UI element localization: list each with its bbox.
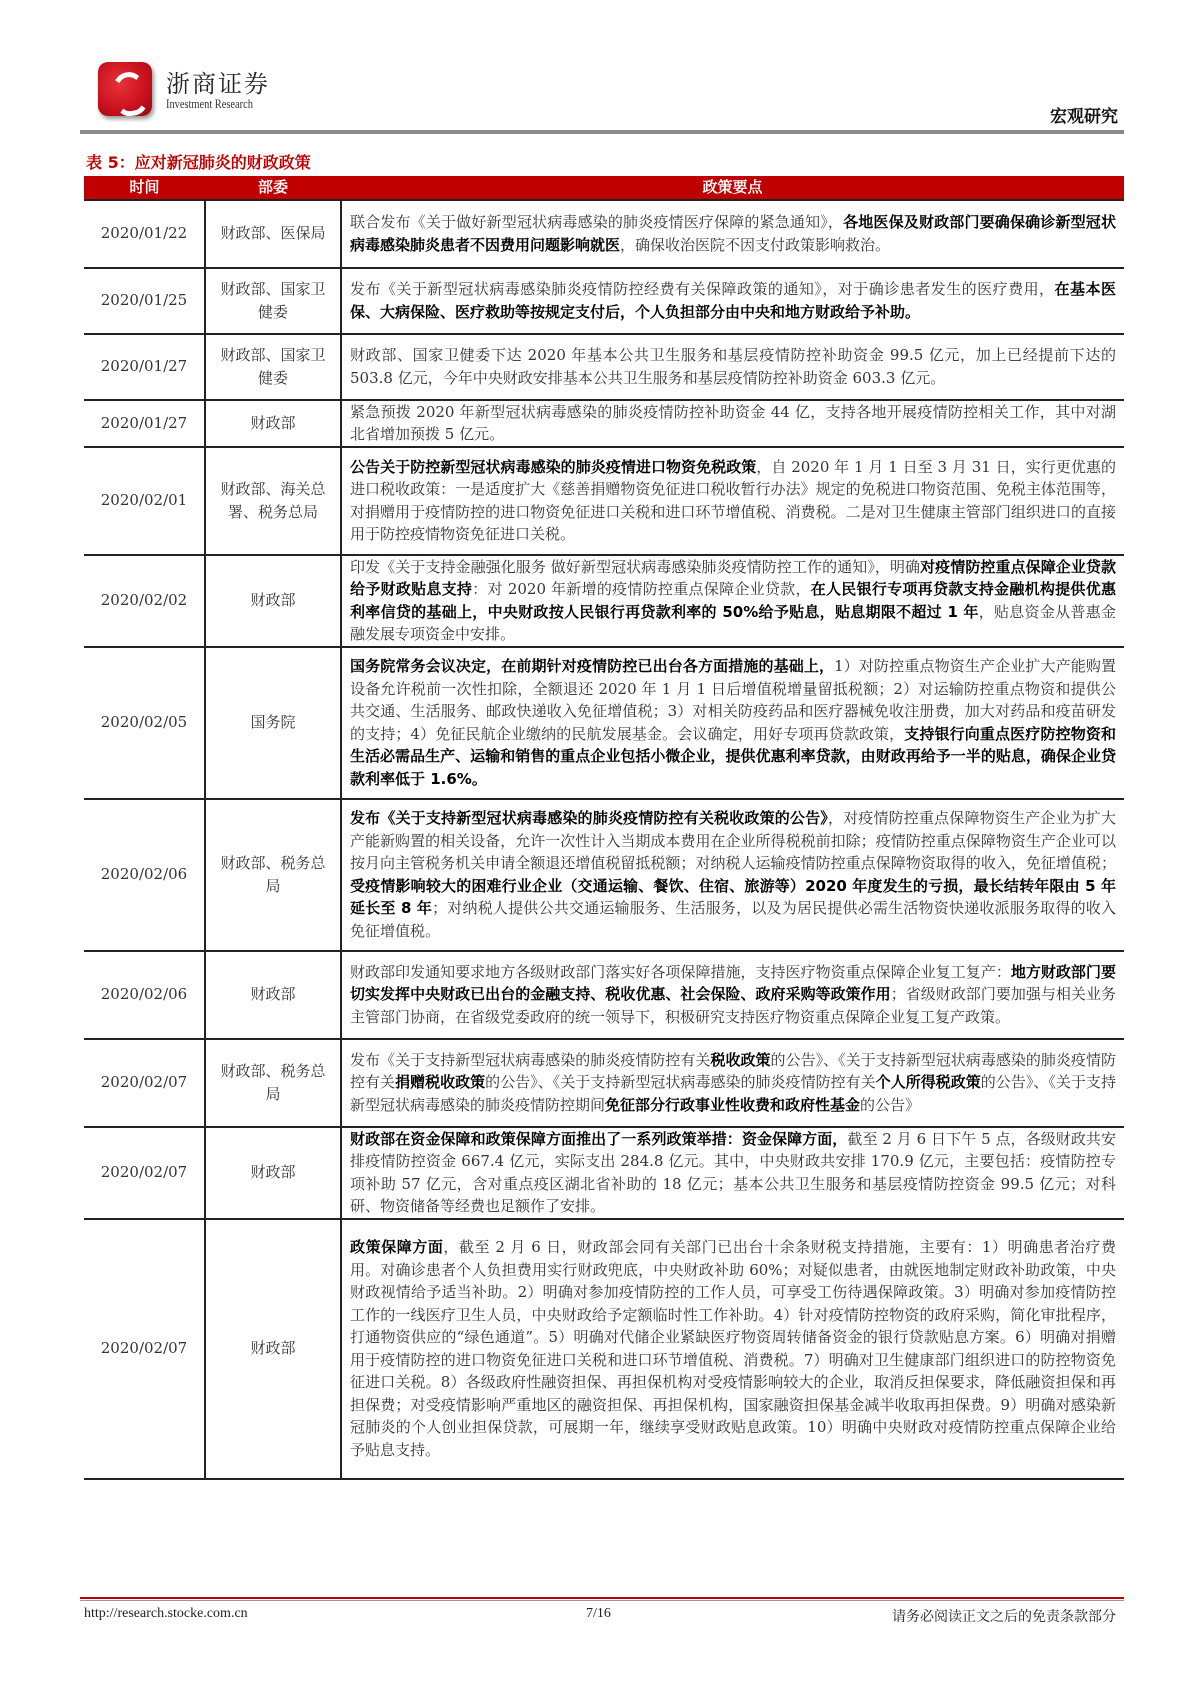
policy-text: 1）对防控重点物资生产企业扩大产能购置设备允许税前一次性扣除，全额退还 2020 年 1 月 1 日后增值税增量留抵税额；2）对运输防控重点物资和提供公共交通、生活服务、邮政快递收入免征增值税；3）对相关防疫药品和医疗器械免收注册费，加大对药品和疫苗研发的支持；4）免征民航企业缴纳的民航发展基金。会议确定，用好专项再贷款政策， (350, 657, 1116, 743)
policy-text-bold: 政策保障方面 (350, 1238, 444, 1256)
cell-policy (341, 400, 1124, 447)
policy-text: ；省级财政部门要加强与相关业务主管部门协商，在省级党委政府的统一领导下，积极研究支持医疗物资重点保障企业复工复产政策。 (350, 985, 1116, 1026)
cell-policy (341, 1127, 1124, 1219)
table-row (84, 1039, 1124, 1127)
cell-department: 国务院 (205, 647, 341, 799)
cell-department: 财政部 (205, 951, 341, 1039)
footer-disclaimer: 请务必阅读正文之后的免责条款部分 (892, 1609, 1116, 1625)
cell-department: 财政部 (205, 1127, 341, 1219)
column-header-date: 时间 (84, 176, 205, 200)
policy-text-bold: 地方财政部门要切实发挥中央财政已出台的金融支持、税收优惠、社会保险、政府采购等政策作用 (350, 962, 1116, 1004)
cell-policy (341, 200, 1124, 268)
policy-text: ，对疫情防控重点保障物资生产企业为扩大产能新购置的相关设备，允许一次性计入当期成本费用在企业所得税税前扣除；疫情防控重点保障物资生产企业可以按月向主管税务机关申请全额退还增值税留抵税额；对纳税人运输疫情防控重点保障物资取得的收入，免征增值税； (350, 809, 1116, 872)
cell-department: 财政部 (205, 400, 341, 447)
table-header-row (84, 176, 1124, 200)
cell-date: 2020/02/07 (84, 1219, 205, 1479)
policy-text: ，确保收治医院不因支付政策影响救治。 (620, 235, 891, 254)
cell-date: 2020/01/22 (84, 200, 205, 268)
table-row (84, 447, 1124, 555)
policy-text-bold: 免征部分行政事业性收费和政府性基金 (605, 1095, 861, 1114)
cell-department: 财政部、税务总局 (205, 1039, 341, 1127)
footer-url-link[interactable]: http://research.stocke.com.cn (84, 1606, 248, 1621)
cell-date: 2020/01/27 (84, 400, 205, 447)
footer-divider (80, 1597, 1124, 1599)
policy-text-bold: 税收政策 (710, 1050, 771, 1069)
policy-text-bold: 在人民银行专项再贷款支持金融机构提供优惠利率信贷的基础上，中央财政按人民银行再贷款利率的 50%给予贴息，贴息期限不超过 1 年 (350, 580, 1116, 621)
table-row (84, 400, 1124, 447)
company-name-cn: 浙商证券 (166, 70, 270, 98)
policy-text-bold: 各地医保及财政部门要确保确诊新型冠状病毒感染肺炎患者不因费用问题影响就医 (350, 213, 1116, 254)
policy-text-bold: 财政部在资金保障和政策保障方面推出了一系列政策举措：资金保障方面， (350, 1129, 848, 1148)
cell-policy (341, 447, 1124, 555)
policy-text: 的公告》、《关于支持新型冠状病毒感染的肺炎疫情防控有关 (485, 1073, 876, 1092)
policy-text-bold: 在基本医保、大病保险、医疗救助等按规定支付后，个人负担部分由中央和地方财政给予补助。 (350, 280, 1116, 321)
table-row (84, 200, 1124, 268)
table-row (84, 799, 1124, 951)
table-row (84, 951, 1124, 1039)
page-number: 7/16 (586, 1606, 611, 1621)
company-logo-icon (98, 62, 152, 116)
policy-text-bold: 发布《关于支持新型冠状病毒感染的肺炎疫情防控有关税收政策的公告》 (350, 809, 828, 827)
column-header-dept: 部委 (205, 176, 341, 200)
policy-text: 财政部印发通知要求地方各级财政部门落实好各项保障措施，支持医疗物资重点保障企业复工复产： (350, 962, 1011, 981)
policy-text: 发布《关于支持新型冠状病毒感染的肺炎疫情防控有关 (350, 1050, 711, 1069)
cell-date: 2020/02/06 (84, 799, 205, 951)
cell-date: 2020/01/25 (84, 268, 205, 334)
fiscal-policy-table (84, 176, 1124, 1480)
policy-text-bold: 个人所得税政策 (875, 1073, 981, 1092)
cell-department: 财政部、海关总署、税务总局 (205, 447, 341, 555)
policy-text-bold: 对疫情防控重点保障企业贷款给予财政贴息支持 (350, 557, 1116, 598)
cell-date: 2020/02/05 (84, 647, 205, 799)
column-header-policy: 政策要点 (341, 176, 1124, 200)
table-row (84, 268, 1124, 334)
cell-policy (341, 555, 1124, 647)
policy-text: 联合发布《关于做好新型冠状病毒感染的肺炎疫情医疗保障的紧急通知》， (350, 213, 844, 231)
cell-date: 2020/02/06 (84, 951, 205, 1039)
table-row (84, 647, 1124, 799)
cell-department: 财政部、医保局 (205, 200, 341, 268)
cell-department: 财政部 (205, 555, 341, 647)
cell-policy (341, 799, 1124, 951)
policy-text: ，截至 2 月 6 日，财政部会同有关部门已出台十余条财税支持措施，主要有：1）明确患者治疗费用。对确诊患者个人负担费用实行财政兜底，中央财政补助 60%；对疑似患者，由就医地制定财政补助政策，中央财政视情给予适当补助。2）明确对参加疫情防控的工作人员，可享受工伤待遇保障政策。3）明确对参加疫情防控工作的一线医疗卫生人员，中央财政给予定额临时性工作补助。4）针对疫情防控物资的政府采购，简化审批程序，打通物资供应的“绿色通道”。5）明确对代储企业紧缺医疗物资周转储备资金的银行贷款贴息方案。6）明确对捐赠用于疫情防控的进口物资免征进口关税和进口环节增值税、消费税。7）明确对卫生健康部门组织进口的防控物资免征进口关税。8）各级政府性融资担保、再担保机构对受疫情影响较大的企业，取消反担保要求，降低融资担保和再担保费；对受疫情影响严重地区的融资担保、再担保机构，国家融资担保基金减半收取再担保费。9）明确对感染新冠肺炎的个人创业担保贷款，可展期一年，继续享受财政贴息政策。10）明确中央财政对疫情防控重点保障企业给予贴息支持。 (350, 1238, 1116, 1459)
policy-text-bold: 国务院常务会议决定，在前期针对疫情防控已出台各方面措施的基础上， (350, 657, 835, 675)
policy-text: ：对 2020 年新增的疫情防控重点保障企业贷款， (472, 580, 811, 598)
cell-department: 财政部、国家卫健委 (205, 268, 341, 334)
cell-date: 2020/02/07 (84, 1127, 205, 1219)
cell-policy (341, 268, 1124, 334)
cell-department: 财政部、税务总局 (205, 799, 341, 951)
cell-policy (341, 647, 1124, 799)
cell-policy (341, 334, 1124, 400)
table-row (84, 1127, 1124, 1219)
cell-department: 财政部、国家卫健委 (205, 334, 341, 400)
policy-text: 印发《关于支持金融强化服务 做好新型冠状病毒感染肺炎疫情防控工作的通知》，明确 (350, 557, 921, 576)
table-row (84, 555, 1124, 647)
policy-text: ，贴息资金从普惠金融发展专项资金中安排。 (350, 602, 1116, 643)
table-body (84, 200, 1124, 1479)
policy-text: ；对纳税人提供公共交通运输服务、生活服务，以及为居民提供必需生活物资快递收派服务取得的收入免征增值税。 (350, 899, 1116, 940)
policy-text: 的公告》、《关于支持新型冠状病毒感染的肺炎疫情防控期间 (350, 1073, 1116, 1114)
section-label: 宏观研究 (1050, 107, 1118, 127)
cell-policy (341, 1039, 1124, 1127)
cell-date: 2020/01/27 (84, 334, 205, 400)
cell-date: 2020/02/01 (84, 447, 205, 555)
table-title: 表 5：应对新冠肺炎的财政政策 (86, 153, 311, 172)
cell-policy (341, 951, 1124, 1039)
footer-divider-thin (80, 1600, 1124, 1601)
policy-text-bold: 捐赠税收政策 (395, 1073, 486, 1092)
policy-text: 发布《关于新型冠状病毒感染肺炎疫情防控经费有关保障政策的通知》，对于确诊患者发生的医疗费用， (350, 280, 1055, 298)
cell-department: 财政部 (205, 1219, 341, 1479)
table-row (84, 1219, 1124, 1479)
table-row (84, 334, 1124, 400)
cell-date: 2020/02/02 (84, 555, 205, 647)
policy-text: 截至 2 月 6 日下午 5 点，各级财政共安排疫情防控资金 667.4 亿元，实际支出 284.8 亿元。其中，中央财政共安排 170.9 亿元，主要包括：疫情防控专项补助 57 亿元，含对重点疫区湖北省补助的 18 亿元；基本公共卫生服务和基层疫情防控资金 99.5 亿元；对科研、物资储备等经费也足额作了安排。 (350, 1129, 1116, 1215)
cell-date: 2020/02/07 (84, 1039, 205, 1127)
policy-text: ，自 2020 年 1 月 1 日至 3 月 31 日，实行更优惠的进口税收政策：一是适度扩大《慈善捐赠物资免征进口税收暂行办法》规定的免税进口物资范围、免税主体范围等，对捐赠用于疫情防控的进口物资免征进口关税和进口环节增值税、消费税。二是对卫生健康主管部门组织进口的直接用于防控疫情物资免征进口关税。 (350, 457, 1116, 543)
company-name-en: Investment Research (166, 96, 253, 111)
cell-policy (341, 1219, 1124, 1479)
policy-text-bold: 支持银行向重点医疗防控物资和生活必需品生产、运输和销售的重点企业包括小微企业，提供优惠利率贷款，由财政再给予一半的贴息，确保企业贷款利率低于 1.6%。 (350, 724, 1116, 788)
page-header (88, 58, 1118, 128)
policy-text: 的公告》 (860, 1095, 921, 1114)
header-divider (80, 130, 1124, 134)
policy-text: 的公告》、《关于支持新型冠状病毒感染的肺炎疫情防控有关 (350, 1050, 1116, 1092)
policy-text-bold: 公告关于防控新型冠状病毒感染的肺炎疫情进口物资免税政策 (350, 457, 757, 476)
policy-text: 财政部、国家卫健委下达 2020 年基本公共卫生服务和基层疫情防控补助资金 99.5 亿元，加上已经提前下达的 503.8 亿元，今年中央财政安排基本公共卫生服务和基层疫情防控补助资金 603.3 亿元。 (350, 346, 1116, 387)
policy-text-bold: 受疫情影响较大的困难行业企业（交通运输、餐饮、住宿、旅游等）2020 年度发生的亏损，最长结转年限由 5 年延长至 8 年 (350, 876, 1116, 917)
policy-text: 紧急预拨 2020 年新型冠状病毒感染的肺炎疫情防控补助资金 44 亿，支持各地开展疫情防控相关工作，其中对湖北省增加预拨 5 亿元。 (350, 402, 1116, 443)
